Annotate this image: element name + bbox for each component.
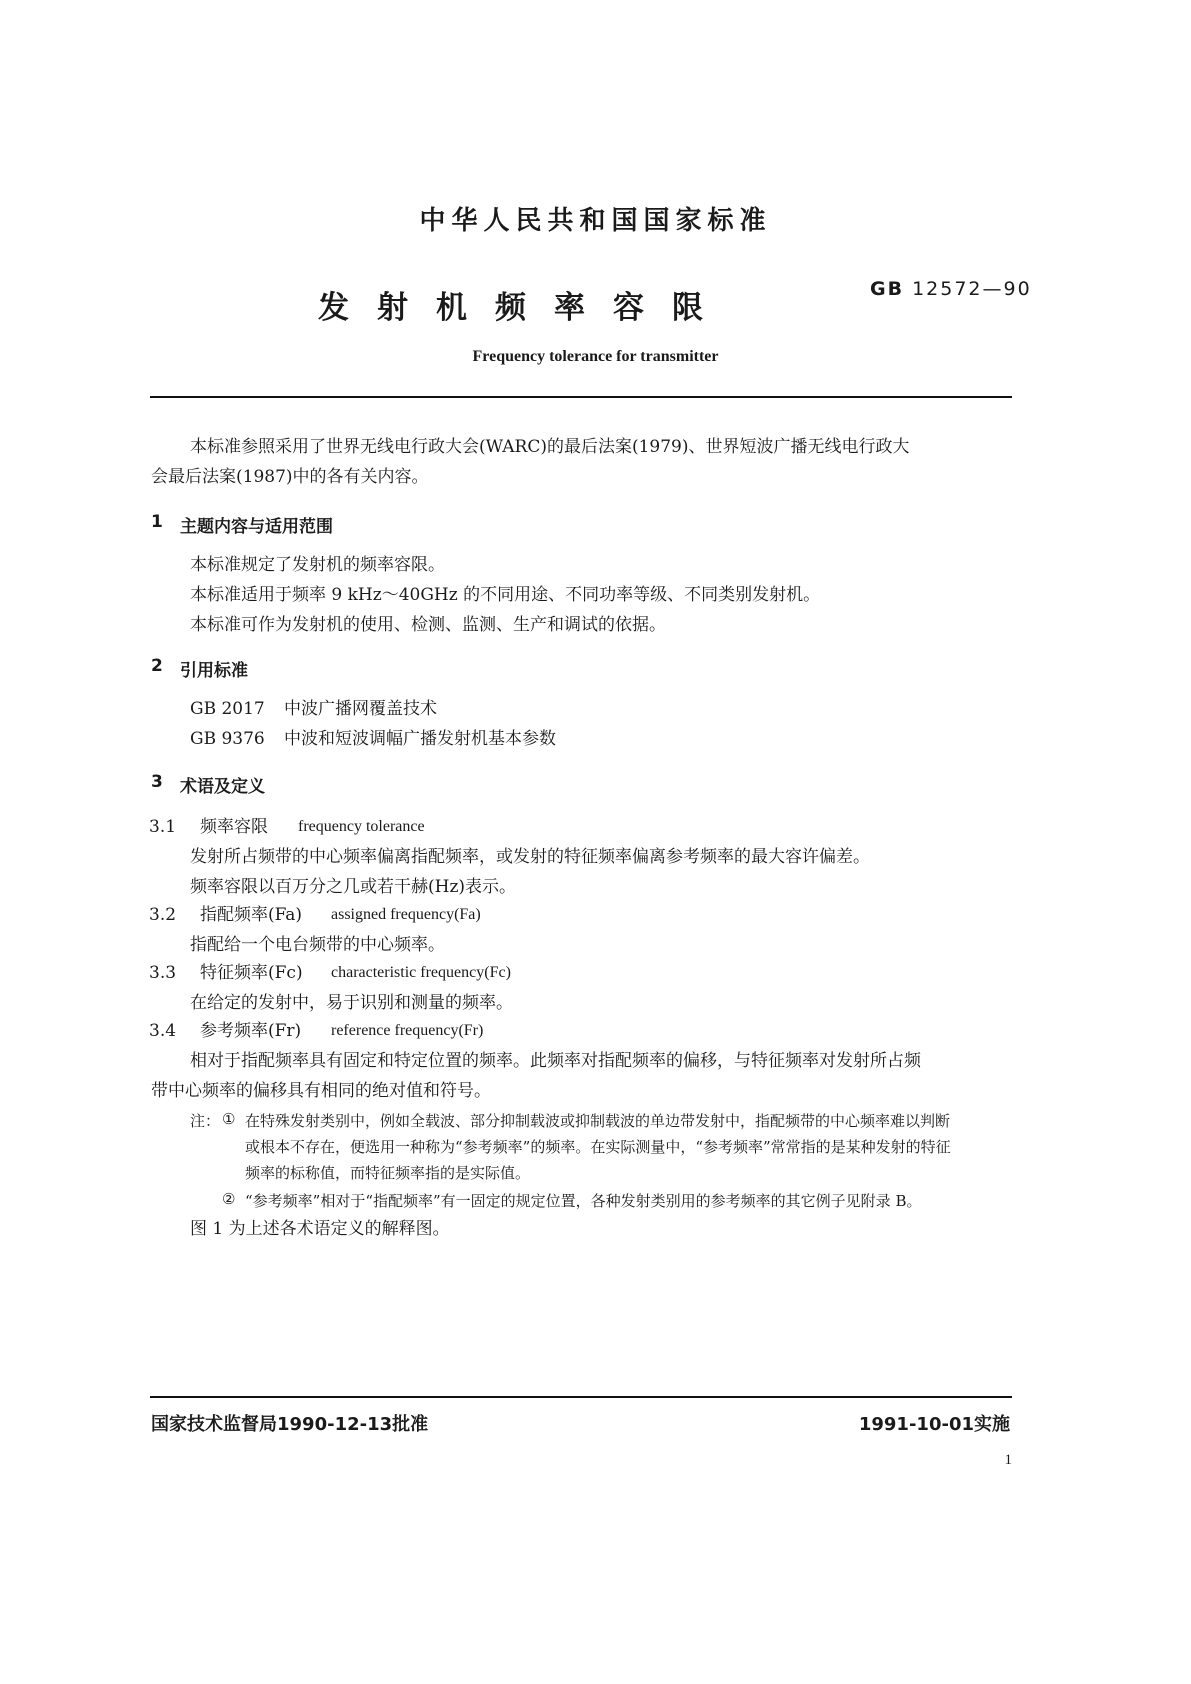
term-3-2-cn: 指配频率(Fa) — [200, 905, 303, 925]
note-label: 注： — [190, 1112, 221, 1130]
section-1-p1: 本标准规定了发射机的频率容限。 — [190, 555, 445, 575]
term-3-1-cn: 频率容限 — [200, 817, 268, 837]
reference-code: GB 2017 — [190, 699, 265, 719]
note-2-marker: ② — [222, 1190, 236, 1208]
reference-title: 中波和短波调幅广播发射机基本参数 — [284, 729, 556, 749]
term-3-4-cn: 参考频率(Fr) — [200, 1021, 302, 1041]
effective-date: 1991-10-01实施 — [858, 1414, 1010, 1435]
intro-line-2: 会最后法案(1987)中的各有关内容。 — [151, 467, 429, 487]
header-divider — [150, 396, 1012, 398]
term-3-1-def-1: 发射所占频带的中心频率偏离指配频率，或发射的特征频率偏离参考频率的最大容许偏差。 — [190, 847, 870, 867]
note-1-line-1: 在特殊发射类别中，例如全载波、部分抑制载波或抑制载波的单边带发射中，指配频带的中心频率难以判断 — [245, 1112, 951, 1130]
term-3-2-en: assigned frequency(Fa) — [331, 906, 481, 923]
footer-divider — [150, 1396, 1012, 1398]
reference-title: 中波广播网覆盖技术 — [284, 699, 437, 719]
term-3-3-def: 在给定的发射中，易于识别和测量的频率。 — [190, 993, 513, 1013]
section-1-p2: 本标准适用于频率 9 kHz～40GHz 的不同用途、不同功率等级、不同类别发射机。 — [190, 585, 821, 605]
term-3-1-def-2: 频率容限以百万分之几或若干赫(Hz)表示。 — [190, 877, 517, 897]
term-3-4-number: 3.4 — [149, 1021, 177, 1041]
figure-reference: 图 1 为上述各术语定义的解释图。 — [190, 1219, 450, 1239]
country-standard-title: 中华人民共和国国家标准 — [419, 206, 772, 236]
term-3-1-en: frequency tolerance — [298, 818, 425, 835]
term-3-3-cn: 特征频率(Fc) — [200, 963, 303, 983]
section-1-p3: 本标准可作为发射机的使用、检测、监测、生产和调试的依据。 — [190, 615, 666, 635]
page-number: 1 — [1004, 1452, 1012, 1468]
term-3-2-def: 指配给一个电台频带的中心频率。 — [190, 935, 445, 955]
standard-code-prefix: GB — [870, 278, 905, 300]
note-2-line-1: “参考频率”相对于“指配频率”有一固定的规定位置，各种发射类别用的参考频率的其它例子见附录 B。 — [245, 1192, 922, 1210]
term-3-4-en: reference frequency(Fr) — [331, 1022, 484, 1039]
term-3-3-en: characteristic frequency(Fc) — [331, 964, 511, 981]
term-3-4-def-1: 相对于指配频率具有固定和特定位置的频率。此频率对指配频率的偏移，与特征频率对发射所占频 — [190, 1051, 921, 1071]
section-1-number: 1 — [151, 512, 163, 532]
approval-date: 国家技术监督局1990-12-13批准 — [151, 1414, 429, 1435]
section-2-number: 2 — [151, 656, 163, 676]
english-subtitle: Frequency tolerance for transmitter — [472, 348, 719, 365]
note-1-marker: ① — [222, 1110, 236, 1128]
term-3-3-number: 3.3 — [149, 963, 177, 983]
note-1-line-3: 频率的标称值，而特征频率指的是实际值。 — [245, 1164, 531, 1182]
document-title: 发射机频率容限 — [318, 290, 731, 326]
standard-code-number: 12572—90 — [912, 278, 1032, 300]
term-3-4-def-2: 带中心频率的偏移具有相同的绝对值和符号。 — [151, 1081, 491, 1101]
section-2-heading: 引用标准 — [180, 661, 248, 681]
reference-code: GB 9376 — [190, 729, 265, 749]
term-3-1-number: 3.1 — [149, 817, 177, 837]
standard-code — [870, 278, 1032, 300]
section-1-heading: 主题内容与适用范围 — [180, 517, 333, 537]
term-3-2-number: 3.2 — [149, 905, 177, 925]
section-3-number: 3 — [151, 772, 163, 792]
section-3-heading: 术语及定义 — [180, 777, 265, 797]
intro-line-1: 本标准参照采用了世界无线电行政大会(WARC)的最后法案(1979)、世界短波广播无线电行政大 — [190, 437, 910, 457]
note-1-line-2: 或根本不存在，便选用一种称为“参考频率”的频率。在实际测量中，“参考频率”常常指的是某种发射的特征 — [245, 1138, 951, 1156]
